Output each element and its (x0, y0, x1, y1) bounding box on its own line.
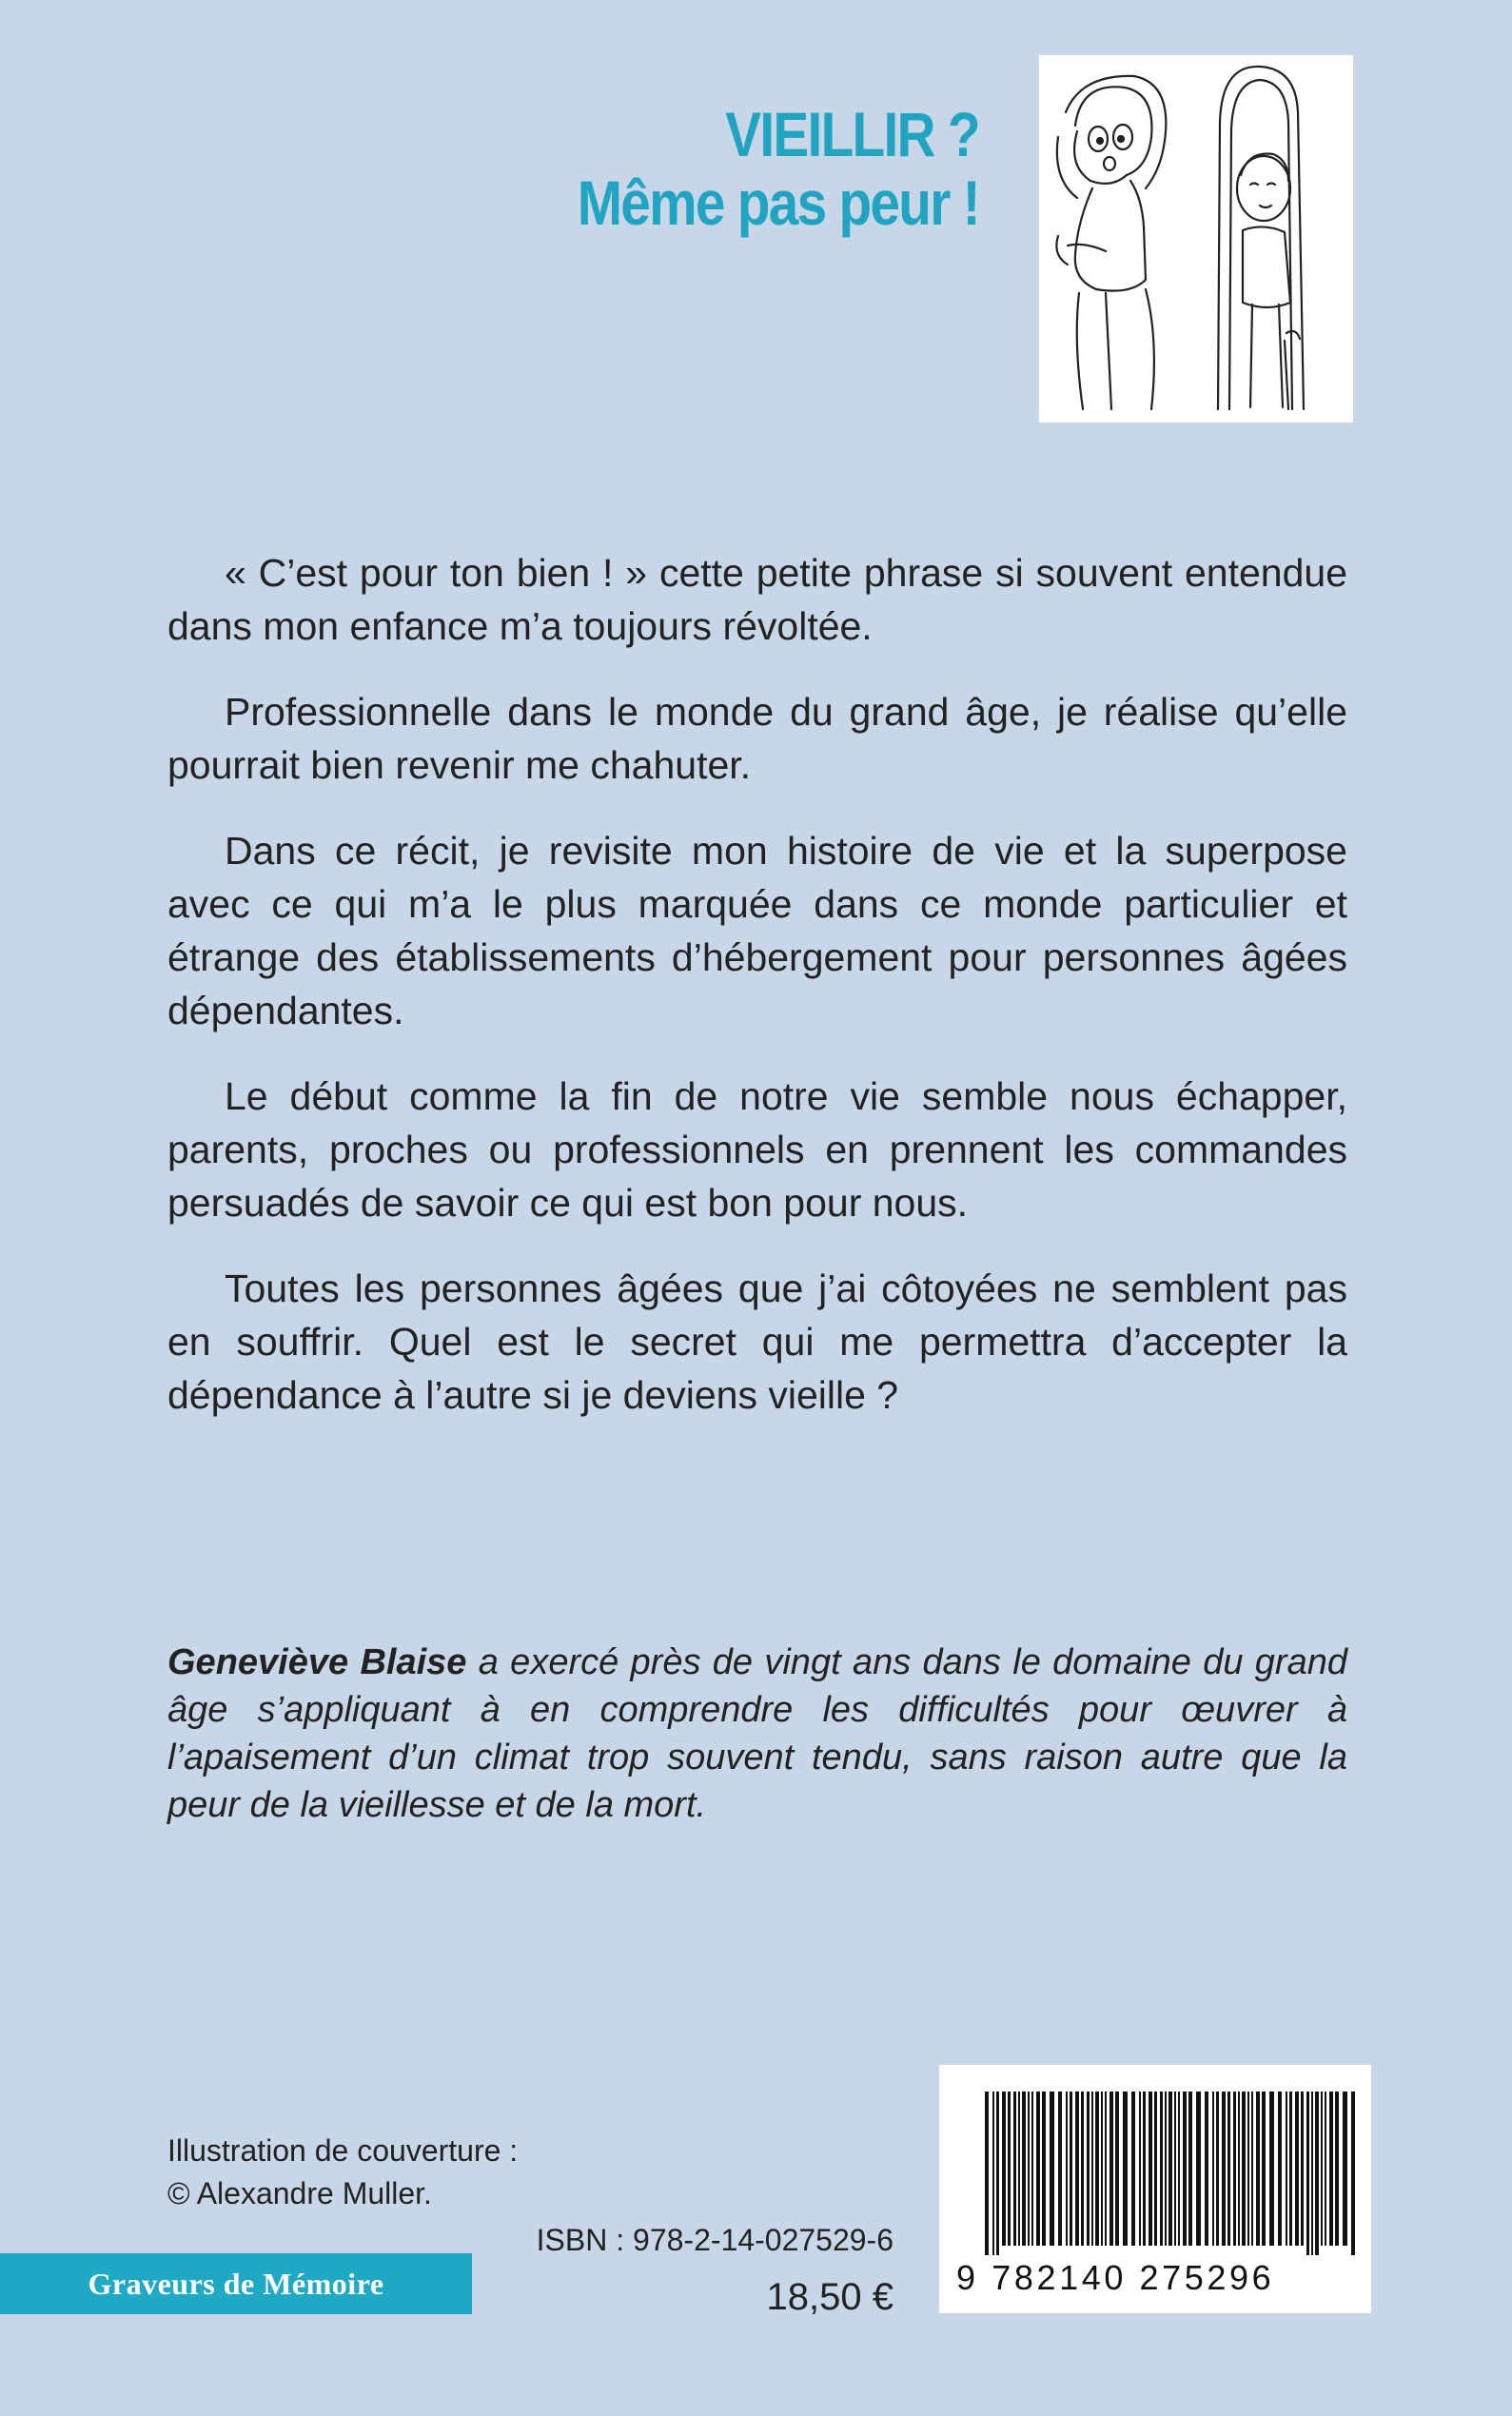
barcode-bar (1335, 2092, 1339, 2246)
barcode-bar (1075, 2092, 1079, 2246)
paragraph-4: Le début comme la fin de notre vie semble nous échapper, parents, proches ou professionnels en prennent les commandes persuadés de savoir ce qui est bon pour nous. (167, 1074, 1347, 1225)
author-bio-text: a exercé près de vingt ans dans le domaine du grand âge s’appliquant à en comprendre les difficultés pour œuvrer à l’apaisement d’un climat trop souvent tendu, sans raison autre que la peur de la vieillesse et de la mort. (167, 1642, 1347, 1825)
barcode-bar (1070, 2092, 1072, 2246)
barcode-bar (1295, 2092, 1299, 2246)
barcode-bar (1205, 2092, 1208, 2246)
credit-line-1: Illustration de couverture : (167, 2133, 519, 2168)
paragraph-1: « C’est pour ton bien ! » cette petite phrase si souvent entendue dans mon enfance m’a toujours révoltée. (167, 551, 1347, 648)
barcode-bar (1321, 2092, 1323, 2246)
barcode-bar (1233, 2092, 1236, 2246)
author-bio (167, 1639, 1347, 1829)
barcode-bar (1095, 2092, 1099, 2246)
barcode-bar (1115, 2092, 1119, 2246)
barcode-digits: 9 782140 275296 (956, 2258, 1275, 2297)
barcode-bar (1242, 2092, 1246, 2246)
barcode-bar (985, 2092, 989, 2255)
barcode-bar (1154, 2092, 1157, 2246)
barcode-bar (1028, 2092, 1030, 2246)
barcode-bar (1286, 2092, 1287, 2246)
barcode-bar (1002, 2092, 1006, 2246)
barcode-bar (1251, 2092, 1253, 2246)
barcode-bar (1343, 2092, 1347, 2246)
isbn-text: ISBN : 978-2-14-027529-6 (536, 2223, 893, 2257)
cover-illustration (1039, 55, 1353, 422)
title-line-2: Même pas peur ! (577, 167, 979, 238)
barcode-bar (1325, 2092, 1326, 2246)
barcode-bar (1262, 2092, 1266, 2246)
barcode-bar (1256, 2092, 1260, 2246)
barcode-bar (1087, 2092, 1090, 2246)
back-cover-text (167, 546, 1347, 1454)
barcode-bar (1131, 2092, 1135, 2246)
barcode-bar (1222, 2092, 1226, 2246)
author-name: Geneviève Blaise (167, 1642, 467, 1682)
barcode-bar (1315, 2092, 1319, 2255)
barcode-bar (1066, 2092, 1068, 2246)
barcode-bar (1013, 2092, 1016, 2246)
barcode-bar (1212, 2092, 1214, 2246)
barcode-bar (1042, 2092, 1046, 2246)
barcode-bar (1018, 2092, 1020, 2246)
barcode-bar (996, 2092, 999, 2255)
publisher-name: Graveurs de Mémoire (88, 2266, 384, 2301)
barcode (939, 2065, 1371, 2313)
barcode-bar (1306, 2092, 1309, 2255)
barcode-bar (1149, 2092, 1152, 2246)
title-line-1: VIEILLIR ? (725, 99, 979, 169)
barcode-bar (1139, 2092, 1141, 2246)
barcode-bar (1036, 2092, 1040, 2246)
barcode-bar (1174, 2092, 1176, 2246)
barcode-bar (1216, 2092, 1219, 2246)
paragraph-2: Professionnelle dans le monde du grand âge, je réalise qu’elle pourrait bien revenir me chahuter. (167, 690, 1347, 787)
book-title (577, 99, 979, 240)
barcode-bar (1022, 2092, 1026, 2246)
barcode-icon (939, 2065, 1371, 2255)
publisher-band (0, 2253, 472, 2314)
price-text: 18,50 € (766, 2276, 893, 2318)
barcode-bar (1329, 2092, 1333, 2246)
barcode-bar (1351, 2092, 1355, 2255)
barcode-bar (1311, 2092, 1313, 2255)
barcode-bar (1178, 2092, 1180, 2246)
barcode-bar (1050, 2092, 1054, 2246)
barcode-bar (1247, 2092, 1249, 2246)
barcode-bar (1081, 2092, 1084, 2246)
barcode-bar (1168, 2092, 1172, 2246)
barcode-bar (1227, 2092, 1230, 2246)
barcode-bar (1183, 2092, 1187, 2246)
paragraph-5: Toutes les personnes âgées que j’ai côtoyées ne semblent pas en souffrir. Quel est le secret qui me permettra d’accepter la dépendance à l’autre si je deviens vieille ? (167, 1267, 1347, 1417)
illustration-credit (167, 2130, 518, 2215)
barcode-bar (1101, 2092, 1103, 2246)
barcode-bar (1278, 2092, 1282, 2246)
barcode-bar (992, 2092, 994, 2255)
barcode-bar (1269, 2092, 1274, 2246)
barcode-bar (1289, 2092, 1292, 2246)
barcode-bar (1123, 2092, 1128, 2246)
barcode-bar (1143, 2092, 1146, 2246)
credit-line-2: © Alexandre Muller. (167, 2176, 432, 2210)
barcode-bar (1031, 2092, 1033, 2246)
barcode-bar (1008, 2092, 1011, 2246)
barcode-bar (1109, 2092, 1113, 2246)
paragraph-3: Dans ce récit, je revisite mon histoire de vie et la superpose avec ce qui m’a le plus marquée dans ce monde particulier et étrange des établissements d’hébergement pour personnes âgées dépendantes. (167, 829, 1347, 1032)
barcode-bar (1165, 2092, 1167, 2246)
woman-mirror-icon (1039, 55, 1353, 422)
barcode-bar (1301, 2092, 1304, 2246)
barcode-bar (1058, 2092, 1062, 2246)
barcode-bar (1238, 2092, 1240, 2246)
barcode-bar (1091, 2092, 1093, 2246)
barcode-bar (1105, 2092, 1107, 2246)
barcode-bar (1196, 2092, 1201, 2246)
barcode-bar (1188, 2092, 1192, 2246)
barcode-bar (1160, 2092, 1163, 2246)
